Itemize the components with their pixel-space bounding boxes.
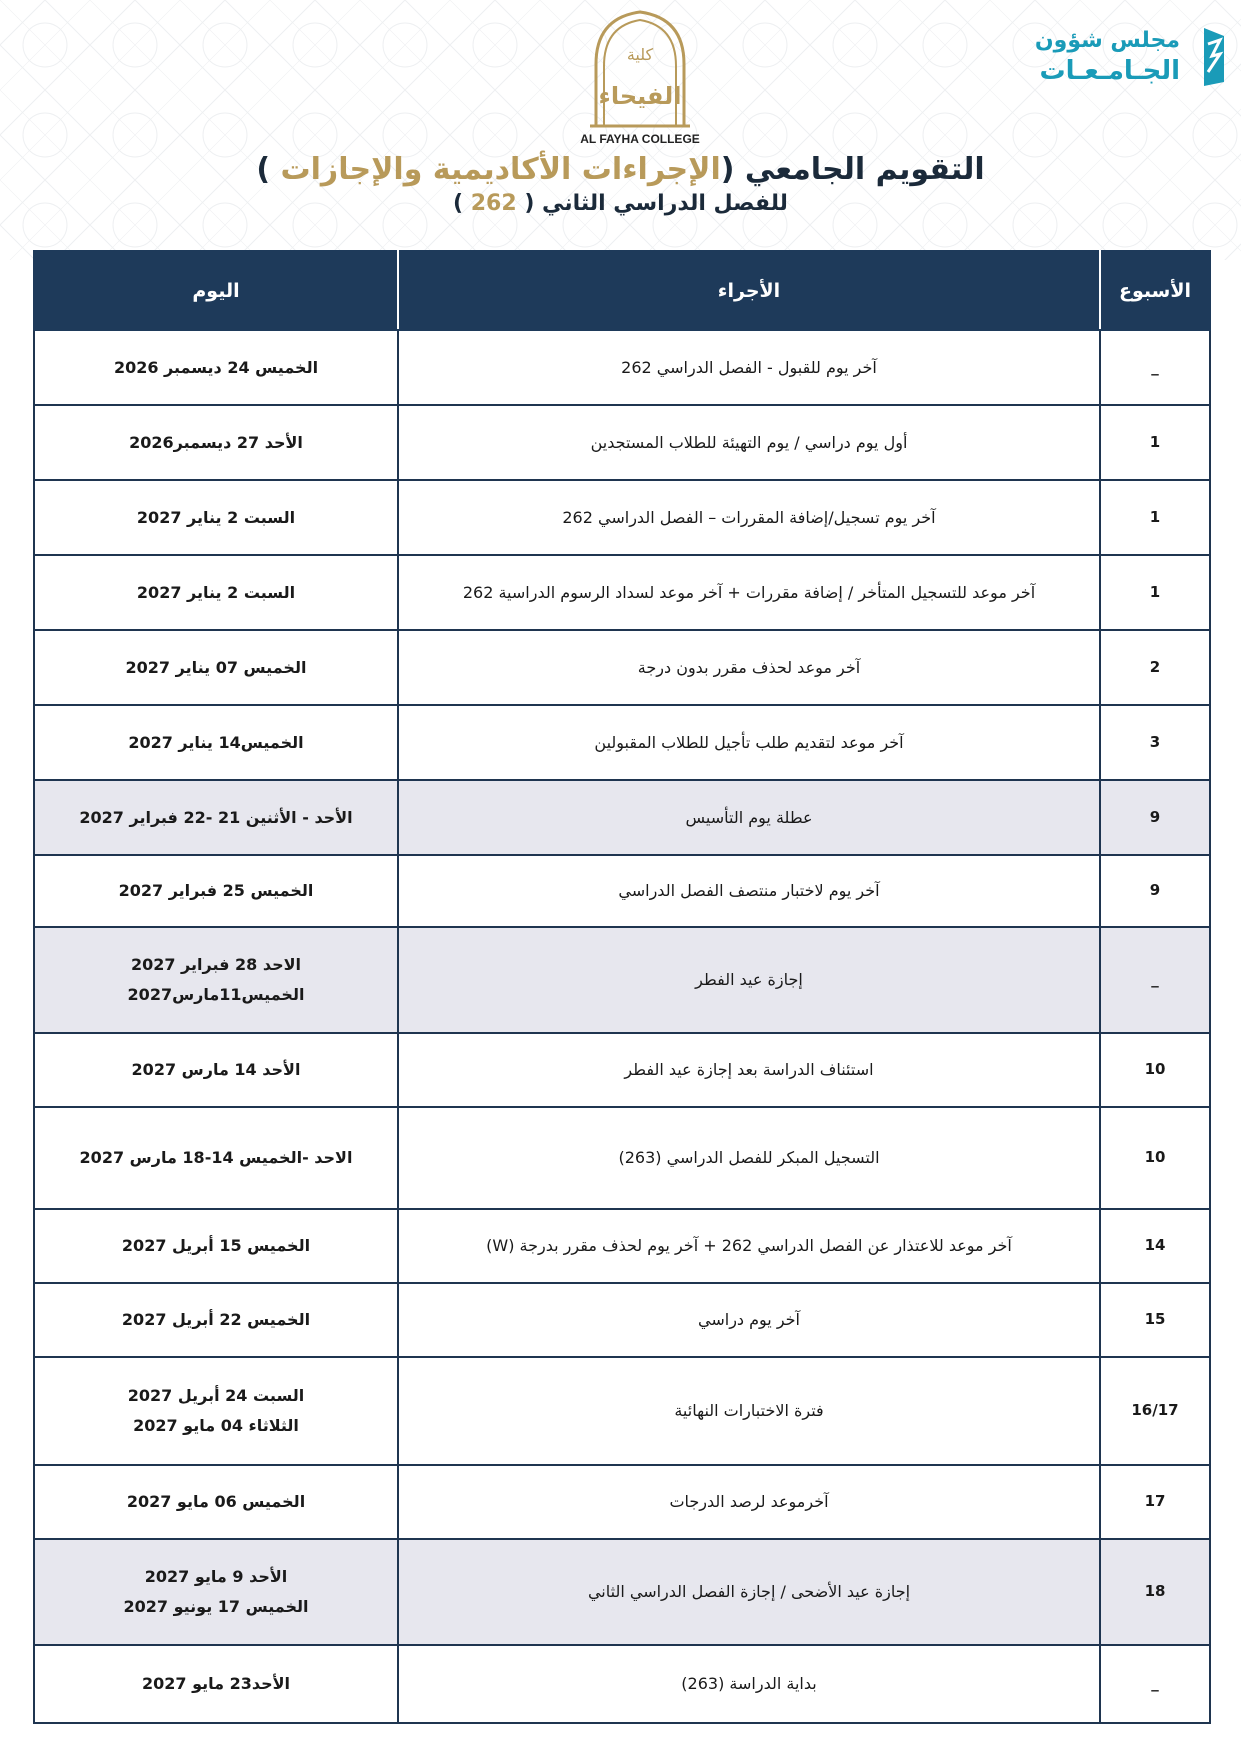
day-cell [34,1539,398,1645]
council-logo-line2: الجـامـعـات [1039,56,1180,86]
day-line: الأحد23 مايو 2027 [141,1674,291,1694]
calendar-table-body [34,330,1210,1723]
procedure-cell: فترة الاختبارات النهائية [398,1357,1100,1465]
day-line: الأحد - الأثنين 21 -22 فبراير 2027 [79,807,353,827]
week-cell: _ [1100,1645,1210,1723]
table-row [34,780,1210,855]
day-line: الخميس 22 أبريل 2027 [121,1310,311,1330]
column-header-week: الأسبوع [1100,251,1210,330]
procedure-cell: آخر يوم لاختبار منتصف الفصل الدراسي [398,855,1100,927]
page-title-block [0,152,1241,216]
table-row [34,1645,1210,1723]
procedure-cell: عطلة يوم التأسيس [398,780,1100,855]
day-line: الخميس14 يناير 2027 [128,732,304,752]
day-line: الخميس 24 ديسمبر 2026 [113,357,319,377]
week-cell: _ [1100,330,1210,405]
day-line: الخميس11مارس2027 [127,985,305,1004]
day-line: السبت 24 أبريل 2027 [127,1386,305,1406]
day-line: السبت 2 يناير 2027 [136,507,296,527]
week-cell: 1 [1100,480,1210,555]
procedure-cell: إجازة عيد الأضحى / إجازة الفصل الدراسي الثاني [398,1539,1100,1645]
procedure-cell: آخر موعد للتسجيل المتأخر / إضافة مقررات + آخر موعد لسداد الرسوم الدراسية 262 [398,555,1100,630]
day-line: السبت 2 يناير 2027 [136,582,296,602]
day-line: الاحد 28 فبراير 2027 [130,955,302,975]
day-cell [34,1465,398,1539]
council-logo [1034,22,1220,92]
calendar-table [33,250,1211,1724]
day-cell [34,330,398,405]
procedure-cell: آخر موعد للاعتذار عن الفصل الدراسي 262 + آخر يوم لحذف مقرر بدرجة (W) [398,1209,1100,1283]
column-header-day: اليوم [34,251,398,330]
table-row [34,480,1210,555]
college-logo-ar-main: الفيحاء [598,82,682,110]
day-line: الأحد 9 مايو 2027 [144,1567,288,1587]
table-row [34,1539,1210,1645]
table-row [34,330,1210,405]
day-line: الخميس 07 يناير 2027 [125,657,307,677]
council-mark-icon [1200,26,1228,88]
table-row [34,705,1210,780]
day-cell [34,1645,398,1723]
table-row [34,1107,1210,1209]
week-cell: 1 [1100,405,1210,480]
day-line: الخميس 15 أبريل 2027 [121,1236,311,1256]
day-cell [34,1107,398,1209]
day-line: الاحد -الخميس 14-18 مارس 2027 [79,1148,353,1168]
procedure-cell: استئناف الدراسة بعد إجازة عيد الفطر [398,1033,1100,1107]
day-line: الخميس 25 فبراير 2027 [118,881,314,901]
day-cell [34,1357,398,1465]
week-cell: 9 [1100,780,1210,855]
procedure-cell: آخر يوم للقبول - الفصل الدراسي 262 [398,330,1100,405]
day-line: الخميس 17 يونيو 2027 [123,1597,309,1616]
day-line: الأحد 14 مارس 2027 [131,1060,301,1080]
council-logo-line1: مجلس شؤون [1034,28,1180,53]
procedure-cell: آخر يوم دراسي [398,1283,1100,1357]
college-emblem-icon [580,4,700,132]
column-header-procedure: الأجراء [398,251,1100,330]
subtitle-highlight: 262 [470,191,517,216]
day-cell [34,630,398,705]
day-line: الخميس 06 مايو 2027 [126,1492,306,1512]
title-suffix: ) [256,152,281,187]
day-line: الأحد 27 ديسمبر2026 [129,432,303,452]
college-logo-ar-top: كلية [626,45,654,64]
table-row [34,1209,1210,1283]
procedure-cell: بداية الدراسة (263) [398,1645,1100,1723]
week-cell: 14 [1100,1209,1210,1283]
day-cell [34,1033,398,1107]
day-cell [34,480,398,555]
day-line: الثلاثاء 04 مايو 2027 [133,1416,299,1435]
day-cell [34,555,398,630]
title-prefix: التقويم الجامعي ( [720,152,985,187]
table-row [34,630,1210,705]
day-cell [34,927,398,1033]
week-cell: 1 [1100,555,1210,630]
week-cell: 16/17 [1100,1357,1210,1465]
week-cell: 10 [1100,1033,1210,1107]
title-highlight: الإجراءات الأكاديمية والإجازات [280,152,721,187]
week-cell: 2 [1100,630,1210,705]
procedure-cell: أول يوم دراسي / يوم التهيئة للطلاب المستجدين [398,405,1100,480]
table-header-row [34,251,1210,330]
day-cell [34,1209,398,1283]
table-row [34,927,1210,1033]
table-row [34,405,1210,480]
week-cell: 17 [1100,1465,1210,1539]
table-row [34,555,1210,630]
week-cell: 18 [1100,1539,1210,1645]
day-cell [34,780,398,855]
page-subtitle [0,191,1241,216]
procedure-cell: آخر موعد لحذف مقرر بدون درجة [398,630,1100,705]
table-row [34,1033,1210,1107]
table-row [34,1283,1210,1357]
week-cell: _ [1100,927,1210,1033]
day-cell [34,705,398,780]
procedure-cell: آخرموعد لرصد الدرجات [398,1465,1100,1539]
subtitle-prefix: للفصل الدراسي الثاني ( [516,191,788,216]
page-title [0,152,1241,187]
week-cell: 15 [1100,1283,1210,1357]
procedure-cell: التسجيل المبكر للفصل الدراسي (263) [398,1107,1100,1209]
day-cell [34,405,398,480]
table-row [34,855,1210,927]
day-cell [34,1283,398,1357]
procedure-cell: إجازة عيد الفطر [398,927,1100,1033]
week-cell: 10 [1100,1107,1210,1209]
procedure-cell: آخر يوم تسجيل/إضافة المقررات – الفصل الدراسي 262 [398,480,1100,555]
college-logo [580,4,700,146]
week-cell: 3 [1100,705,1210,780]
week-cell: 9 [1100,855,1210,927]
subtitle-suffix: ) [453,191,471,216]
day-cell [34,855,398,927]
procedure-cell: آخر موعد لتقديم طلب تأجيل للطلاب المقبولين [398,705,1100,780]
table-row [34,1357,1210,1465]
table-row [34,1465,1210,1539]
college-logo-en: AL FAYHA COLLEGE [580,132,700,146]
